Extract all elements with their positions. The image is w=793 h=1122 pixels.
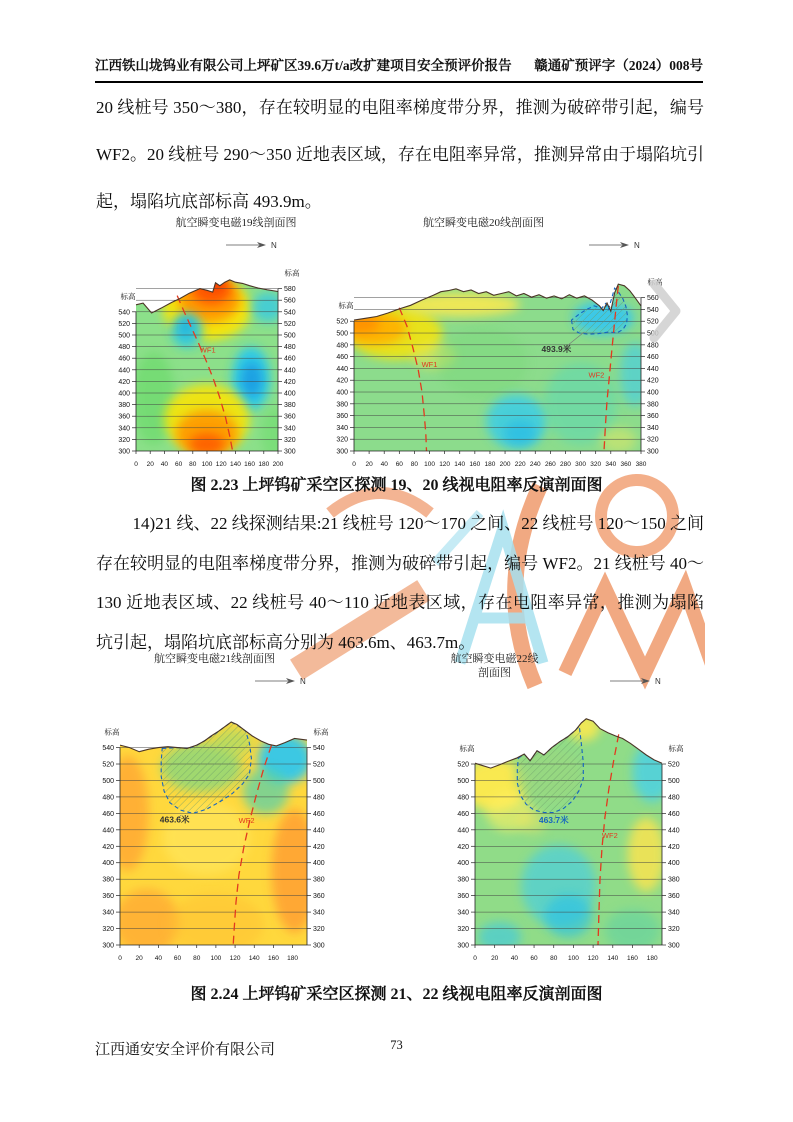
svg-text:440: 440	[284, 367, 296, 375]
svg-text:120: 120	[439, 461, 451, 468]
svg-text:560: 560	[647, 295, 659, 303]
svg-text:420: 420	[284, 378, 296, 386]
svg-text:520: 520	[284, 320, 296, 328]
svg-text:520: 520	[647, 318, 659, 326]
svg-text:360: 360	[336, 413, 348, 421]
svg-text:500: 500	[457, 777, 469, 785]
svg-text:493.9米: 493.9米	[541, 343, 572, 354]
svg-text:380: 380	[118, 402, 130, 410]
svg-text:420: 420	[457, 843, 469, 851]
svg-text:340: 340	[605, 461, 617, 468]
page-next-chevron-icon[interactable]	[648, 278, 684, 344]
svg-text:N: N	[300, 677, 306, 686]
svg-text:440: 440	[313, 827, 325, 835]
svg-text:540: 540	[284, 309, 296, 317]
svg-text:500: 500	[118, 332, 130, 340]
svg-text:WF1: WF1	[199, 345, 216, 355]
svg-text:60: 60	[530, 955, 538, 962]
svg-text:400: 400	[336, 389, 348, 397]
svg-text:500: 500	[647, 330, 659, 338]
svg-text:100: 100	[567, 955, 579, 962]
svg-text:400: 400	[284, 390, 296, 398]
svg-text:340: 340	[284, 425, 296, 433]
svg-text:400: 400	[647, 389, 659, 397]
svg-text:460: 460	[118, 355, 130, 363]
svg-text:400: 400	[457, 860, 469, 868]
svg-text:463.7米: 463.7米	[538, 815, 569, 826]
svg-text:360: 360	[284, 413, 296, 421]
svg-text:40: 40	[380, 461, 388, 468]
svg-text:160: 160	[627, 955, 638, 962]
svg-text:160: 160	[268, 955, 279, 962]
svg-text:380: 380	[457, 876, 469, 884]
svg-text:440: 440	[668, 827, 680, 835]
svg-text:80: 80	[410, 461, 419, 468]
svg-text:380: 380	[668, 876, 680, 884]
svg-text:540: 540	[313, 745, 325, 753]
svg-text:460: 460	[102, 810, 114, 818]
svg-text:460: 460	[313, 810, 325, 818]
svg-text:320: 320	[647, 436, 659, 444]
svg-text:360: 360	[313, 893, 325, 901]
svg-text:标高: 标高	[104, 727, 120, 737]
profile-plot-20-column	[326, 216, 671, 475]
svg-text:140: 140	[607, 955, 619, 962]
svg-text:420: 420	[336, 377, 348, 385]
svg-text:400: 400	[668, 860, 680, 868]
svg-text:N: N	[271, 241, 277, 250]
svg-text:380: 380	[635, 461, 647, 468]
plot-19-title: 航空瞬变电磁19线剖面图	[175, 217, 297, 229]
svg-text:540: 540	[102, 745, 114, 753]
svg-text:420: 420	[118, 378, 130, 386]
profile-plot-20	[326, 231, 671, 475]
svg-text:360: 360	[102, 893, 114, 901]
svg-text:标高: 标高	[120, 291, 136, 301]
svg-text:420: 420	[668, 843, 680, 851]
svg-text:300: 300	[647, 448, 659, 456]
svg-text:40: 40	[160, 461, 169, 468]
svg-text:480: 480	[118, 344, 130, 352]
svg-text:320: 320	[102, 926, 114, 934]
svg-text:0: 0	[118, 955, 122, 962]
svg-text:300: 300	[118, 448, 130, 456]
svg-text:440: 440	[336, 365, 348, 373]
svg-text:0: 0	[473, 955, 477, 962]
svg-text:560: 560	[284, 297, 296, 305]
svg-text:300: 300	[457, 942, 469, 950]
svg-text:480: 480	[102, 794, 114, 802]
svg-text:500: 500	[668, 777, 680, 785]
profile-plot-19	[108, 231, 308, 475]
svg-text:500: 500	[313, 777, 325, 785]
svg-text:320: 320	[668, 926, 680, 934]
svg-text:N: N	[655, 677, 661, 686]
svg-text:540: 540	[647, 306, 659, 314]
svg-text:340: 340	[313, 909, 325, 917]
svg-text:360: 360	[118, 413, 130, 421]
svg-text:100: 100	[201, 461, 213, 468]
svg-text:60: 60	[174, 461, 183, 468]
svg-text:320: 320	[313, 926, 325, 934]
paragraph-line21-22-results: 14)21 线、22 线探测结果:21 线桩号 120～170 之间、22 线桩号 120～150 之间存在较明显的电阻率梯度带分界，推测为破碎带引起，编号 WF2。21 线桩号 40～130 近地表区域、22 线桩号 40～110 近地表区域，存在电阻率异常，推测为塌陷坑引起，塌陷坑底部标高分别为 463.6m、463.7m。	[96, 514, 704, 652]
svg-text:0: 0	[352, 461, 356, 468]
svg-text:标高: 标高	[338, 301, 354, 311]
svg-text:180: 180	[646, 955, 658, 962]
svg-text:标高: 标高	[647, 277, 663, 287]
svg-text:520: 520	[118, 320, 130, 328]
svg-text:40: 40	[510, 955, 518, 962]
svg-text:280: 280	[560, 461, 571, 468]
plot-20-title: 航空瞬变电磁20线剖面图	[423, 217, 544, 229]
svg-text:440: 440	[647, 365, 659, 373]
profile-plot-19-column	[108, 216, 308, 475]
svg-text:580: 580	[284, 286, 296, 294]
svg-text:180: 180	[287, 955, 299, 962]
svg-text:360: 360	[647, 413, 659, 421]
svg-text:140: 140	[454, 461, 466, 468]
svg-text:480: 480	[313, 794, 325, 802]
plot-21-title: 航空瞬变电磁21线剖面图	[154, 653, 275, 665]
svg-text:0: 0	[134, 461, 138, 468]
svg-text:520: 520	[457, 761, 469, 769]
svg-text:340: 340	[457, 909, 469, 917]
svg-text:140: 140	[248, 955, 260, 962]
svg-text:520: 520	[336, 318, 348, 326]
svg-text:340: 340	[102, 909, 114, 917]
svg-text:360: 360	[620, 461, 632, 468]
svg-text:460: 460	[336, 354, 348, 362]
svg-text:400: 400	[102, 860, 114, 868]
svg-text:460: 460	[668, 810, 680, 818]
svg-text:WF2: WF2	[588, 370, 605, 380]
svg-text:463.6米: 463.6米	[159, 814, 190, 825]
svg-text:20: 20	[365, 461, 373, 468]
svg-text:340: 340	[647, 424, 659, 432]
svg-text:20: 20	[135, 955, 143, 962]
profile-plot-21-column	[92, 652, 337, 969]
svg-text:520: 520	[102, 761, 114, 769]
svg-text:标高: 标高	[313, 727, 329, 737]
svg-text:360: 360	[457, 893, 469, 901]
svg-text:100: 100	[424, 461, 435, 468]
svg-text:380: 380	[284, 402, 296, 410]
svg-text:180: 180	[258, 461, 270, 468]
figure-2-23-caption: 图 2.23 上坪钨矿采空区探测 19、20 线视电阻率反演剖面图	[190, 477, 603, 494]
footer-company: 江西通安安全评价有限公司	[95, 1042, 276, 1058]
svg-text:140: 140	[229, 461, 241, 468]
svg-text:460: 460	[647, 354, 659, 362]
profile-plot-22-column	[447, 652, 692, 969]
svg-text:500: 500	[336, 330, 348, 338]
svg-text:340: 340	[336, 424, 348, 432]
plot-22-title: 航空瞬变电磁22线剖面图	[450, 653, 539, 679]
svg-text:80: 80	[189, 461, 197, 468]
svg-text:480: 480	[336, 342, 348, 350]
svg-text:300: 300	[668, 942, 680, 950]
svg-text:340: 340	[668, 909, 680, 917]
svg-text:20: 20	[491, 955, 499, 962]
svg-text:320: 320	[284, 436, 296, 444]
svg-text:420: 420	[102, 843, 114, 851]
svg-text:420: 420	[313, 843, 325, 851]
svg-text:320: 320	[118, 436, 130, 444]
svg-text:300: 300	[284, 448, 296, 456]
svg-text:180: 180	[484, 461, 496, 468]
profile-plot-22	[447, 667, 692, 969]
svg-text:380: 380	[647, 401, 659, 409]
svg-text:440: 440	[457, 827, 469, 835]
svg-text:400: 400	[313, 860, 325, 868]
profile-plot-21	[92, 667, 337, 969]
svg-text:标高: 标高	[284, 268, 300, 278]
page-header	[95, 54, 703, 83]
svg-text:380: 380	[102, 876, 114, 884]
svg-text:460: 460	[284, 355, 296, 363]
svg-text:540: 540	[118, 309, 130, 317]
svg-text:300: 300	[102, 942, 114, 950]
svg-text:WF2: WF2	[238, 816, 255, 826]
svg-text:N: N	[634, 241, 640, 250]
svg-text:480: 480	[457, 794, 469, 802]
svg-text:480: 480	[284, 344, 296, 352]
svg-text:480: 480	[668, 794, 680, 802]
svg-text:380: 380	[336, 401, 348, 409]
svg-text:360: 360	[668, 893, 680, 901]
svg-text:480: 480	[647, 342, 659, 350]
svg-text:460: 460	[457, 810, 469, 818]
svg-text:260: 260	[544, 461, 556, 468]
svg-text:220: 220	[514, 461, 526, 468]
svg-text:300: 300	[313, 942, 325, 950]
svg-text:240: 240	[529, 461, 541, 468]
svg-text:160: 160	[244, 461, 256, 468]
svg-text:WF2: WF2	[601, 831, 618, 841]
svg-text:440: 440	[102, 827, 114, 835]
svg-text:520: 520	[313, 761, 325, 769]
svg-text:440: 440	[118, 367, 130, 375]
svg-text:380: 380	[313, 876, 325, 884]
svg-text:标高: 标高	[668, 744, 684, 754]
svg-text:500: 500	[284, 332, 296, 340]
svg-text:340: 340	[118, 425, 130, 433]
svg-text:120: 120	[229, 955, 241, 962]
svg-text:40: 40	[154, 955, 162, 962]
svg-text:300: 300	[575, 461, 587, 468]
svg-text:500: 500	[102, 777, 114, 785]
svg-text:80: 80	[550, 955, 558, 962]
report-title: 江西铁山垅钨业有限公司上坪矿区39.6万t/a改扩建项目安全预评价报告	[95, 58, 512, 73]
svg-text:300: 300	[336, 448, 348, 456]
svg-text:标高: 标高	[459, 744, 475, 754]
svg-text:80: 80	[193, 955, 201, 962]
page-number: 73	[390, 1038, 403, 1052]
svg-text:WF1: WF1	[421, 360, 438, 370]
svg-text:100: 100	[210, 955, 222, 962]
svg-text:120: 120	[215, 461, 227, 468]
svg-text:320: 320	[336, 436, 348, 444]
svg-text:520: 520	[668, 761, 680, 769]
svg-text:200: 200	[272, 461, 284, 468]
svg-text:60: 60	[395, 461, 403, 468]
svg-text:420: 420	[647, 377, 659, 385]
svg-text:200: 200	[499, 461, 511, 468]
paragraph-line20-results: 20 线桩号 350～380，存在较明显的电阻率梯度带分界，推测为破碎带引起，编号 WF2。20 线桩号 290～350 近地表区域，存在电阻率异常，推测异常由于塌陷坑引起，塌陷坑底部标高 493.9m。	[96, 98, 704, 211]
svg-text:160: 160	[469, 461, 481, 468]
svg-text:320: 320	[590, 461, 602, 468]
svg-text:120: 120	[587, 955, 599, 962]
figure-2-24-caption: 图 2.24 上坪钨矿采空区探测 21、22 线视电阻率反演剖面图	[190, 986, 603, 1003]
svg-text:20: 20	[146, 461, 154, 468]
svg-text:400: 400	[118, 390, 130, 398]
svg-text:60: 60	[173, 955, 182, 962]
document-number: 赣通矿预评字（2024）008号	[534, 58, 703, 73]
svg-text:320: 320	[457, 926, 469, 934]
